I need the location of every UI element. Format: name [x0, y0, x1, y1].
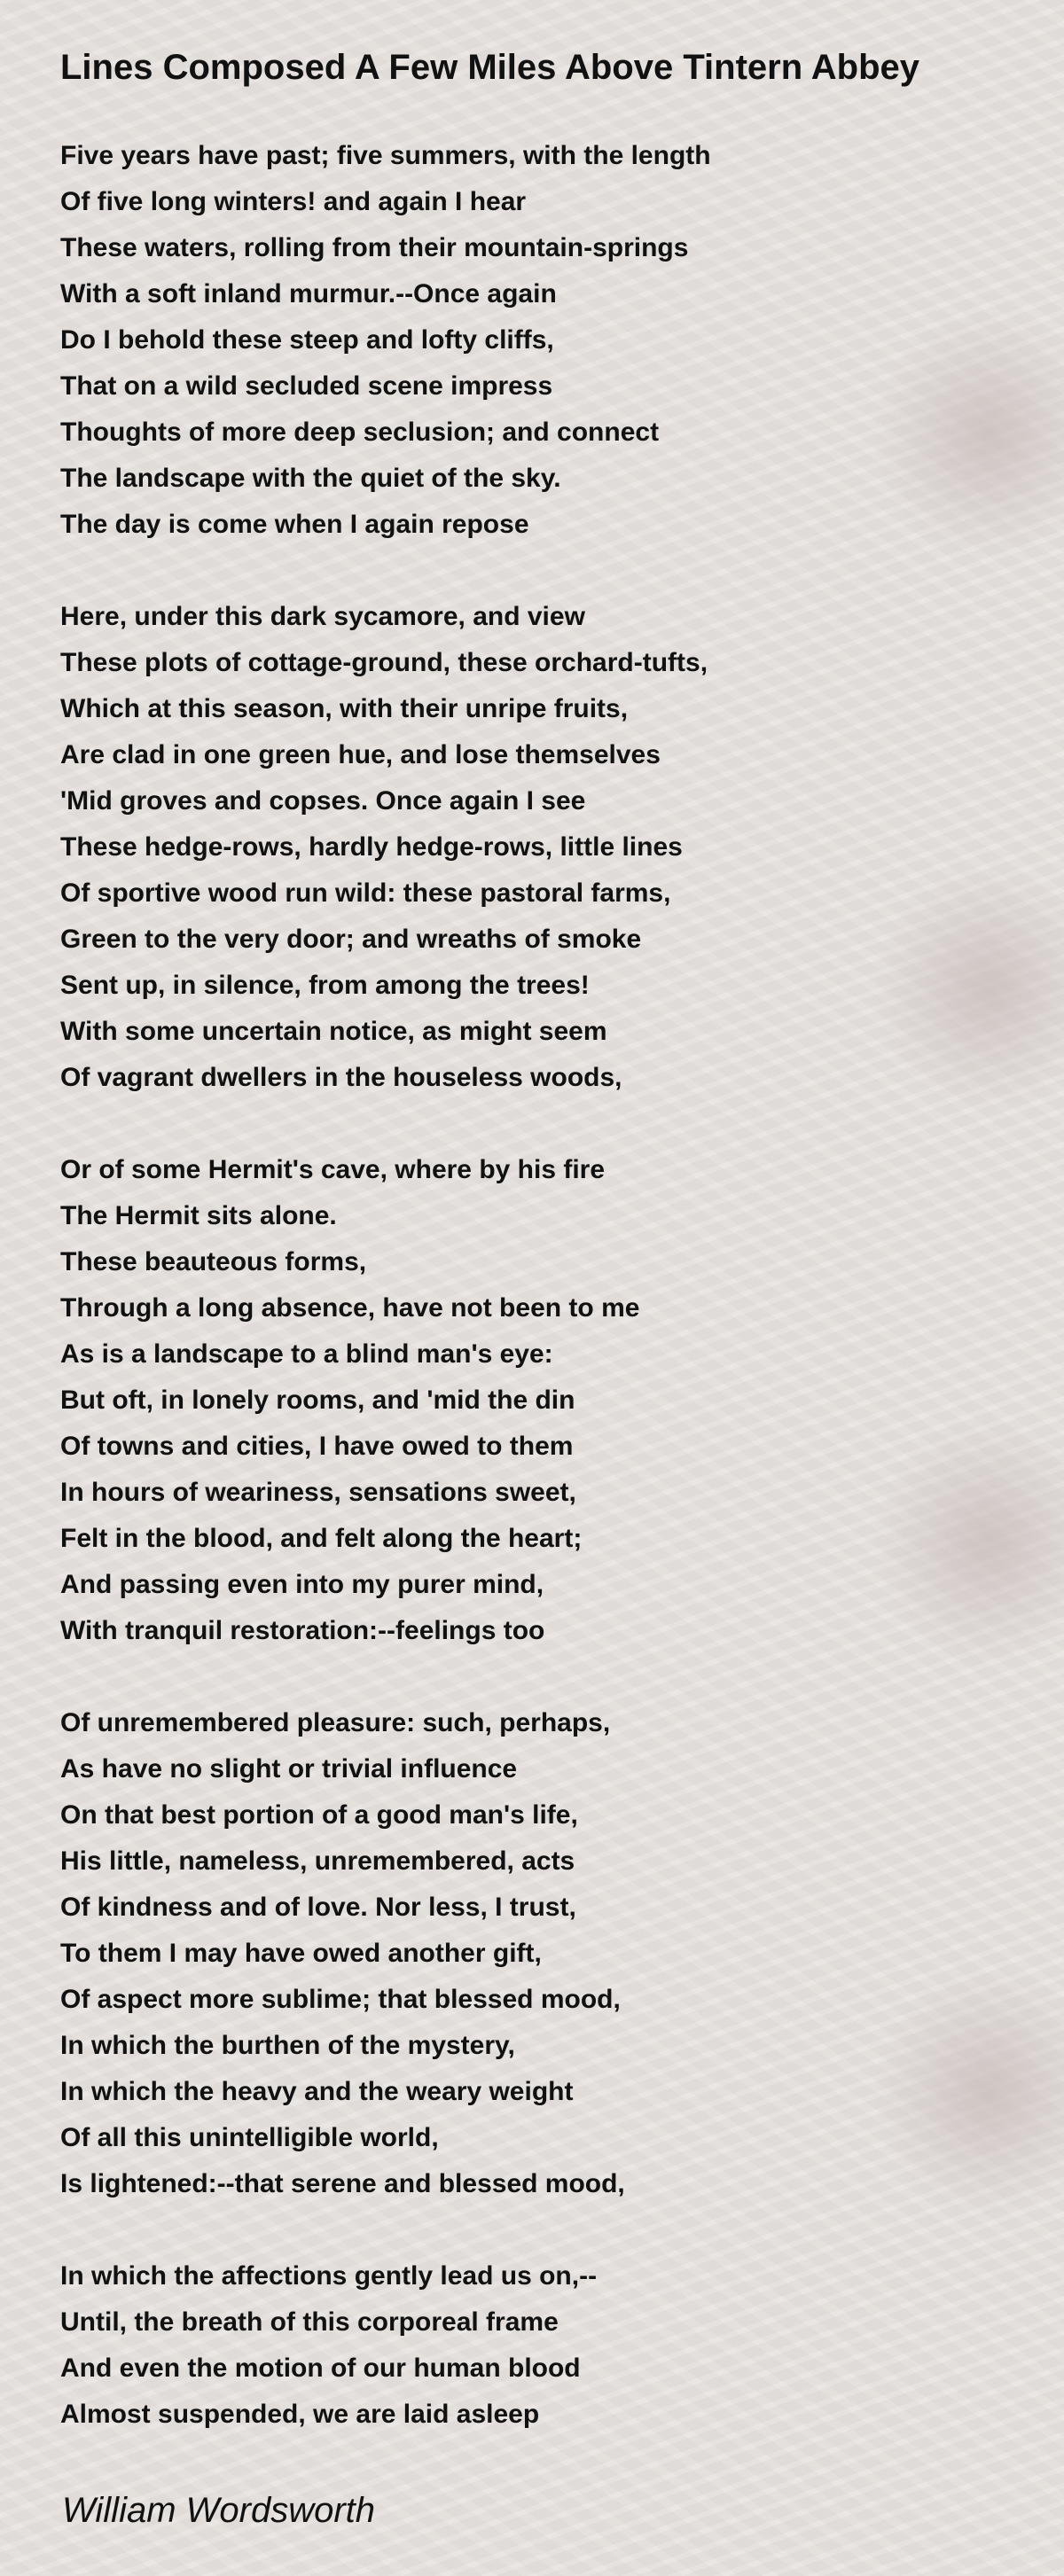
poem-title: Lines Composed A Few Miles Above Tintern Abbey: [60, 48, 920, 87]
poem-line: 'Mid groves and copses. Once again I see: [60, 786, 586, 816]
poem-line: Of vagrant dwellers in the houseless woods,: [60, 1063, 622, 1092]
poem-line: Are clad in one green hue, and lose themselves: [60, 740, 661, 769]
poem-line: Through a long absence, have not been to me: [60, 1293, 640, 1323]
poem-line: And even the motion of our human blood: [60, 2354, 581, 2383]
poem-line: Or of some Hermit's cave, where by his fire: [60, 1155, 606, 1184]
poem-line: These plots of cottage-ground, these orchard-tufts,: [60, 648, 708, 677]
poem-line: Of sportive wood run wild: these pastoral farms,: [60, 878, 671, 908]
poem-line: In hours of weariness, sensations sweet,: [60, 1478, 576, 1507]
poem-line: That on a wild secluded scene impress: [60, 371, 553, 401]
poem-line: Here, under this dark sycamore, and view: [60, 602, 585, 631]
poem-line: Felt in the blood, and felt along the heart;: [60, 1524, 583, 1553]
poem-line: Until, the breath of this corporeal frame: [60, 2307, 559, 2337]
poem-line: As is a landscape to a blind man's eye:: [60, 1339, 553, 1369]
poem-line: Green to the very door; and wreaths of smoke: [60, 925, 642, 954]
poem-line: Of unremembered pleasure: such, perhaps,: [60, 1708, 611, 1737]
poem-line: To them I may have owed another gift,: [60, 1939, 542, 1968]
poem-line: These beauteous forms,: [60, 1247, 367, 1276]
poem-line: Of five long winters! and again I hear: [60, 187, 527, 216]
poem-line: These waters, rolling from their mountain-springs: [60, 233, 689, 262]
poem-line: With tranquil restoration:--feelings too: [60, 1616, 545, 1645]
poem-line: As have no slight or trivial influence: [60, 1754, 518, 1784]
poem-line: Do I behold these steep and lofty cliffs,: [60, 325, 554, 355]
poem-line: Of all this unintelligible world,: [60, 2123, 439, 2152]
poem-stanza: [60, 133, 1036, 548]
poem-line: But oft, in lonely rooms, and 'mid the din: [60, 1386, 575, 1415]
poem-line: Sent up, in silence, from among the trees!: [60, 971, 590, 1000]
poem-line: With some uncertain notice, as might seem: [60, 1017, 607, 1046]
poem-stanza: [60, 594, 1036, 1101]
poem-line: In which the heavy and the weary weight: [60, 2077, 574, 2106]
poem-author: William Wordsworth: [62, 2491, 376, 2530]
poem-line: On that best portion of a good man's life,: [60, 1800, 578, 1830]
poem-line: With a soft inland murmur.--Once again: [60, 279, 557, 308]
poem-line: Of aspect more sublime; that blessed mood,: [60, 1985, 621, 2014]
poem-line: Thoughts of more deep seclusion; and connect: [60, 418, 660, 447]
poem-line: Is lightened:--that serene and blessed mood,: [60, 2169, 625, 2198]
poem-body: [60, 133, 1036, 2484]
poem-line: Of kindness and of love. Nor less, I trust,: [60, 1893, 576, 1922]
poem-line: Of towns and cities, I have owed to them: [60, 1432, 574, 1461]
poem-line: The day is come when I again repose: [60, 510, 529, 539]
poem-line: In which the affections gently lead us on,--: [60, 2261, 598, 2291]
poem-line: And passing even into my purer mind,: [60, 1570, 544, 1599]
poem-line: Almost suspended, we are laid asleep: [60, 2400, 540, 2429]
poem-line: The Hermit sits alone.: [60, 1201, 337, 1230]
poem-stanza: [60, 2253, 1036, 2438]
poem-stanza: [60, 1147, 1036, 1654]
poem-line: His little, nameless, unremembered, acts: [60, 1846, 575, 1876]
poem-line: These hedge-rows, hardly hedge-rows, little lines: [60, 832, 683, 862]
poem-line: Which at this season, with their unripe fruits,: [60, 694, 629, 723]
poem-line: Five years have past; five summers, with the length: [60, 141, 711, 170]
poem-line: In which the burthen of the mystery,: [60, 2031, 515, 2060]
poem-stanza: [60, 1700, 1036, 2207]
poem-line: The landscape with the quiet of the sky.: [60, 464, 561, 493]
